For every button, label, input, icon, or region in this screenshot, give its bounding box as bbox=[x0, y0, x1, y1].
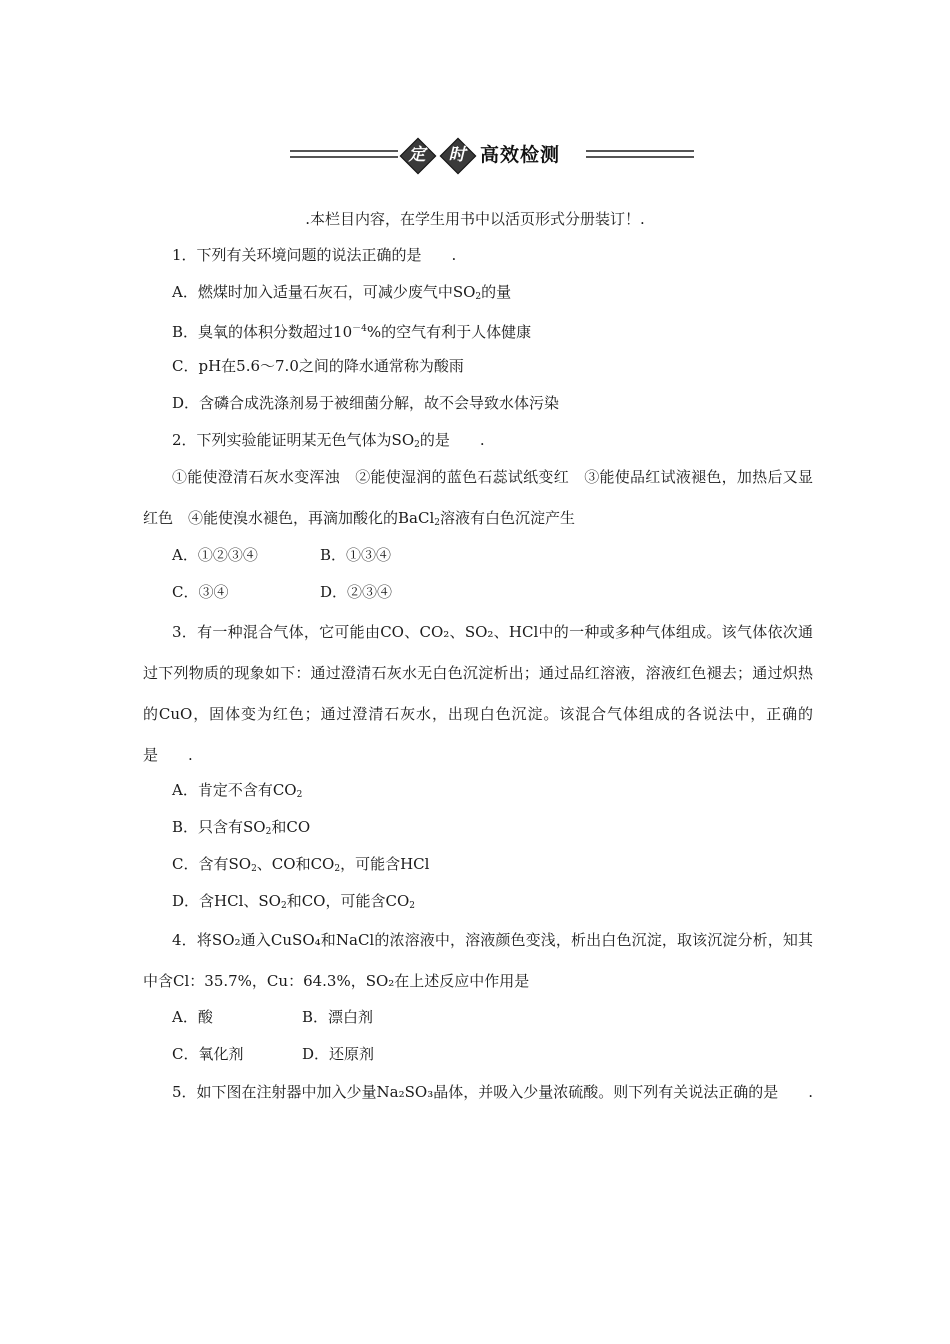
diamond-badge-1 bbox=[400, 138, 434, 172]
q4-option-a: A．酸 bbox=[172, 1008, 213, 1026]
q3-option-c: C．含有$SO_2$、CO和$CO_2$，可能含HCl bbox=[172, 855, 430, 874]
binding-notice: .本栏目内容，在学生用书中以活页形式分册装订！. bbox=[305, 210, 645, 228]
badge-char-2: 时 bbox=[448, 145, 466, 165]
diamond-badge-2 bbox=[440, 138, 474, 172]
banner-rule-right-2 bbox=[586, 156, 694, 158]
q4-option-b: B．漂白剂 bbox=[302, 1008, 374, 1026]
q3-option-a: A．肯定不含有$CO_2$ bbox=[172, 781, 303, 800]
q1-option-b: B．臭氧的体积分数超过$10^{-4}\%$的空气有利于人体健康 bbox=[172, 323, 532, 341]
q1-option-c: C．pH在5.6～7.0之间的降水通常称为酸雨 bbox=[172, 357, 464, 375]
banner-rule-right bbox=[586, 150, 694, 152]
q4-option-d: D．还原剂 bbox=[302, 1045, 375, 1063]
banner-rule-left-2 bbox=[290, 156, 398, 158]
q2-option-c: C．③④ bbox=[172, 583, 229, 601]
q1-stem: 1．下列有关环境问题的说法正确的是 . bbox=[172, 246, 457, 264]
q4-stem: 4．将SO₂通入CuSO₄和NaCl的浓溶液中，溶液颜色变浅，析出白色沉淀，取该沉淀分析，知其中含Cl：35.7%，Cu：64.3%，SO₂在上述反应中作用是 bbox=[143, 931, 813, 990]
q4-option-c: C．氧化剂 bbox=[172, 1045, 244, 1063]
q2-stem: 2．下列实验能证明某无色气体为$SO_2$的是 . bbox=[172, 431, 485, 450]
q2-conditions: ①能使澄清石灰水变浑浊 ②能使湿润的蓝色石蕊试纸变红 ③能使品红试液褪色，加热后又显红色 ④能使溴水褪色，再滴加酸化的BaCl$_2$溶液有白色沉淀产生 bbox=[143, 468, 813, 528]
q3-stem: 3．有一种混合气体，它可能由CO、CO₂、SO₂、HCl中的一种或多种气体组成。该气体依次通过下列物质的现象如下：通过澄清石灰水无白色沉淀析出；通过品红溶液，溶液红色褪去；通过炽热的CuO，固体变为红色；通过澄清石灰水，出现白色沉淀。该混合气体组成的各说法中，正确的是 . bbox=[143, 623, 813, 764]
banner-rule-left bbox=[290, 150, 398, 152]
section-title: 高效检测 bbox=[480, 144, 561, 166]
q3-option-b: B．只含有$SO_2$和CO bbox=[172, 818, 311, 837]
q2-option-a: A．①②③④ bbox=[172, 546, 258, 564]
badge-char-1: 定 bbox=[408, 145, 426, 165]
q5-stem: 5．如下图在注射器中加入少量Na₂SO₃晶体，并吸入少量浓硫酸。则下列有关说法正确的是 . bbox=[172, 1083, 813, 1101]
q2-option-b: B．①③④ bbox=[320, 546, 392, 564]
q1-option-d: D．含磷合成洗涤剂易于被细菌分解，故不会导致水体污染 bbox=[172, 394, 560, 412]
q1-option-a: A．燃煤时加入适量石灰石，可减少废气中$SO_2$的量 bbox=[172, 283, 512, 302]
q3-option-d: D．含HCl、$SO_2$和CO，可能含$CO_2$ bbox=[172, 892, 415, 911]
q2-option-d: D．②③④ bbox=[320, 583, 393, 601]
section-banner bbox=[290, 138, 694, 172]
